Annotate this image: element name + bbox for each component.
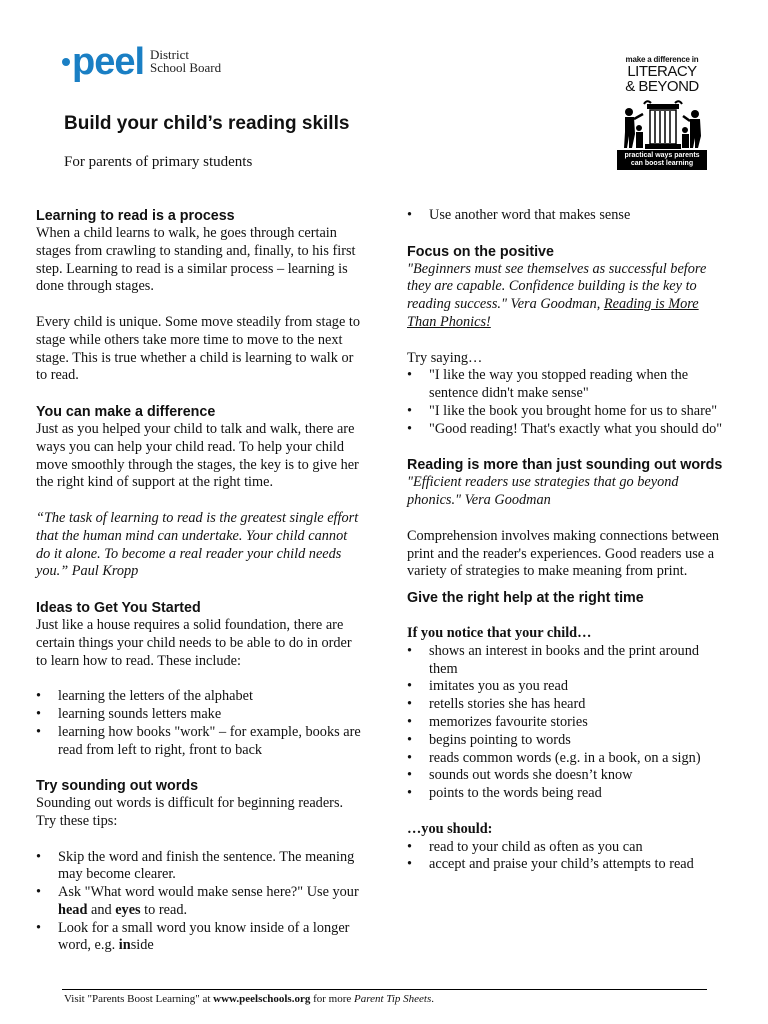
list-item: • "I like the way you stopped reading when the sentence didn't make sense": [407, 367, 727, 403]
footer-divider: [62, 989, 707, 990]
heading-more-than-sounding: Reading is more than just sounding out words: [407, 457, 723, 474]
paragraph: Just like a house requires a solid foundation, there are certain things your child needs to be able to do in order to learn how to read. These include:: [36, 616, 352, 669]
campaign-banner: [617, 150, 707, 170]
paragraph: Just as you helped your child to talk and walk, there are ways you can help your child read. To help your child move smoothly through the stages, the key is to give her the right kind of support at the right time.: [36, 420, 359, 491]
list-item: • Use another word that makes sense: [407, 207, 727, 225]
left-column: [36, 207, 362, 955]
heading-make-difference: You can make a difference: [36, 403, 216, 420]
heading-learning-process: Learning to read is a process: [36, 208, 235, 224]
literacy-campaign-logo: [612, 55, 712, 197]
paragraph: Every child is unique. Some move steadily from stage to stage while others take more time to move to the next stage. This is true whether a child is learning to walk or to read.: [36, 313, 360, 384]
campaign-banner-line-1: practical ways parents: [624, 152, 700, 159]
logo-board-name: [150, 48, 221, 74]
quote-goodman: "Beginners must see themselves as successful before they are capable. Confidence building is the key to reading success." Vera Goodman, Reading is More Than Phonics!: [407, 260, 707, 330]
list-item: • learning how books "work" – for example, books are read from left to right, front to back: [36, 724, 362, 760]
list-item: • accept and praise your child’s attempts to read: [407, 856, 727, 874]
logo-line-1: District: [150, 47, 189, 62]
logo-wordmark: peel: [72, 41, 145, 83]
campaign-line-2: & BEYOND: [625, 78, 699, 95]
list-item: • begins pointing to words: [407, 732, 727, 750]
list-item: • retells stories she has heard: [407, 696, 727, 714]
list-item: • sounds out words she doesn’t know: [407, 767, 727, 785]
logo-line-2: School Board: [150, 60, 222, 75]
list-item: • memorizes favourite stories: [407, 714, 727, 732]
list-item: • shows an interest in books and the print around them: [407, 643, 727, 679]
sayings-list: [407, 367, 727, 438]
list-item: • Look for a small word you know inside of a longer word, e.g. inside: [36, 920, 362, 956]
heading-ideas: Ideas to Get You Started: [36, 599, 201, 616]
list-item: • Skip the word and finish the sentence. The meaning may become clearer.: [36, 849, 362, 885]
pillar-family-icon: [617, 98, 707, 150]
quote-kropp: “The task of learning to read is the greatest single effort that the human mind can undertake. Your child cannot do it alone. To become a real reader your child needs you.” Paul Kropp: [36, 509, 359, 580]
try-saying: Try saying…: [407, 349, 483, 366]
list-item: • learning sounds letters make: [36, 706, 362, 724]
paragraph: Sounding out words is difficult for beginning readers. Try these tips:: [36, 795, 344, 829]
book-title: Reading is More Than Phonics!: [407, 296, 699, 330]
ideas-list: [36, 688, 362, 759]
right-column: [407, 207, 727, 874]
footer: Visit "Parents Boost Learning" at www.peelschools.org for more Parent Tip Sheets.: [64, 993, 434, 1005]
list-item: • Ask "What word would make sense here?" Use your head and eyes to read.: [36, 884, 362, 920]
tips-list: [36, 849, 362, 956]
list-item: • "Good reading! That's exactly what you should do": [407, 421, 727, 439]
campaign-line-1: LITERACY: [627, 63, 697, 80]
paragraph: When a child learns to walk, he goes through certain stages from crawling to standing and, finally, to his first step. Learning to read is a similar process – learning is done through stages.: [36, 225, 356, 295]
should-list: [407, 839, 727, 875]
list-item: • reads common words (e.g. in a book, on a sign): [407, 750, 727, 768]
heading-right-help: Give the right help at the right time: [407, 590, 644, 607]
quote-goodman-2: "Efficient readers use strategies that go beyond phonics." Vera Goodman: [407, 474, 679, 509]
page-title: Build your child’s reading skills: [64, 113, 350, 134]
page-subtitle: For parents of primary students: [64, 154, 253, 170]
heading-focus-positive: Focus on the positive: [407, 243, 554, 260]
footer-link[interactable]: www.peelschools.org: [213, 993, 311, 1005]
campaign-tagline: make a difference in: [625, 55, 699, 64]
list-item: • learning the letters of the alphabet: [36, 688, 362, 706]
tips-list-continued: [407, 207, 727, 225]
list-item: • "I like the book you brought home for us to share": [407, 403, 727, 421]
campaign-banner-line-2: can boost learning: [630, 160, 694, 167]
list-item: • read to your child as often as you can: [407, 839, 727, 857]
list-item: • imitates you as you read: [407, 678, 727, 696]
heading-sounding-out: Try sounding out words: [36, 778, 199, 795]
notice-label: If you notice that your child…: [407, 624, 592, 641]
notice-list: [407, 643, 727, 803]
logo-dot-icon: [62, 58, 70, 66]
paragraph: Comprehension involves making connections between print and the reader's experiences. Good readers use a variety of strategies to make meaning from print.: [407, 527, 720, 580]
should-label: …you should:: [407, 820, 493, 837]
list-item: • points to the words being read: [407, 785, 727, 803]
